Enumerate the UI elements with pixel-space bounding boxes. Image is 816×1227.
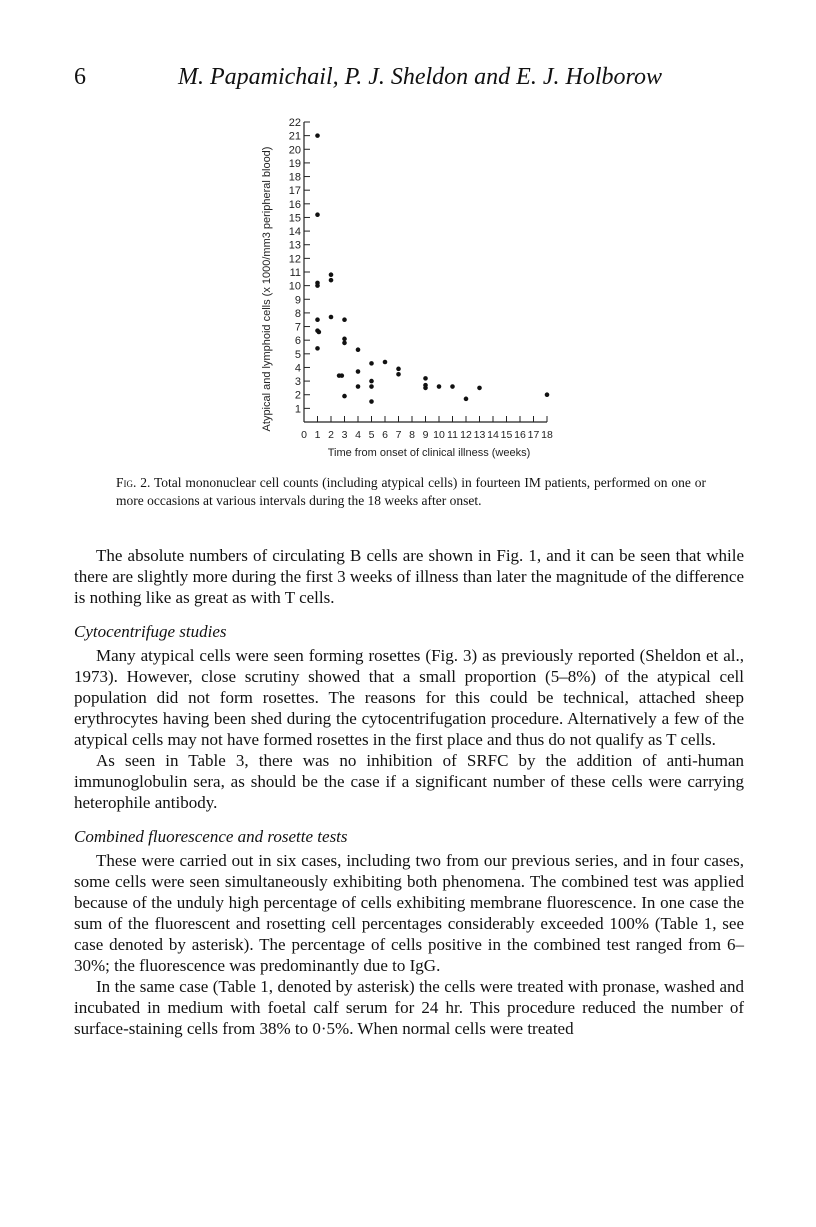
paragraph-rosettes: Many atypical cells were seen forming rosettes (Fig. 3) as previously reported (Sheldon et al., 1973). However, close scrutiny showed that a small proportion (5–8%) of the atypical cell population did not form rosettes. The reasons for this could be technical, attached sheep erythrocytes having been shed during the cytocentrifugation procedure. Alternatively a few of the atypical cells may not have formed rosettes in the first place and thus do not qualify as T cells. (74, 646, 744, 749)
chart-x-axis-label: Time from onset of clinical illness (weeks) (327, 447, 531, 459)
x-tick-label-5: 5 (368, 429, 375, 441)
x-tick-label-13: 13 (473, 429, 486, 441)
data-point-27 (396, 372, 401, 377)
section-heading-cytocentrifuge: Cytocentrifuge studies (74, 622, 227, 641)
y-tick-label-14: 14 (288, 226, 301, 239)
x-tick-label-18: 18 (541, 429, 553, 441)
x-tick-label-16: 16 (514, 429, 526, 441)
x-tick-label-10: 10 (433, 429, 445, 441)
data-point-4 (315, 283, 320, 288)
x-tick-label-7: 7 (395, 429, 402, 441)
y-tick-label-9: 9 (294, 294, 301, 307)
data-point-22 (369, 379, 374, 384)
x-tick-label-3: 3 (341, 429, 348, 441)
data-point-23 (369, 384, 374, 389)
article-body (74, 545, 744, 1039)
y-tick-label-7: 7 (294, 321, 301, 334)
y-tick-label-1: 1 (294, 403, 301, 416)
data-point-14 (342, 317, 347, 322)
paragraph-combined-test: These were carried out in six cases, including two from our previous series, and in four cases, some cells were seen simultaneously exhibiting both phenomena. The combined test was applied because of the unduly high percentage of cells exhibiting membrane fluorescence. In one case the sum of the fluorescent and rosetting cell percentages considerably exceeded 100% (Table 1, see case denoted by asterisk). The percentage of cells positive in the combined test ranged from 6–30%; the fluorescence was predominantly due to IgG. (74, 851, 744, 975)
data-point-16 (342, 341, 347, 346)
data-point-24 (369, 399, 374, 404)
figure-2 (252, 108, 572, 468)
data-point-2 (315, 212, 320, 217)
data-point-20 (356, 384, 361, 389)
data-point-15 (342, 337, 347, 342)
data-point-10 (329, 278, 334, 283)
y-tick-label-11: 11 (289, 267, 301, 279)
running-header (74, 64, 754, 98)
x-tick-label-12: 12 (460, 429, 472, 441)
y-tick-label-16: 16 (288, 198, 301, 211)
y-tick-label-13: 13 (288, 239, 301, 252)
y-tick-label-10: 10 (288, 280, 301, 293)
data-point-30 (423, 386, 428, 391)
data-point-7 (317, 330, 322, 335)
data-point-32 (450, 384, 455, 389)
y-tick-label-8: 8 (294, 307, 301, 320)
y-tick-label-15: 15 (288, 212, 301, 225)
x-tick-label-9: 9 (422, 429, 429, 441)
y-tick-label-6: 6 (294, 335, 301, 348)
data-point-33 (464, 397, 469, 402)
data-point-25 (383, 360, 388, 365)
chart-y-axis-label: Atypical and lymphoid cells (x 1000/mm3 peripheral blood) (261, 146, 273, 432)
data-point-11 (329, 315, 334, 320)
x-tick-label-4: 4 (355, 429, 361, 441)
y-tick-label-21: 21 (288, 130, 301, 143)
y-tick-label-5: 5 (294, 348, 301, 361)
y-tick-label-17: 17 (288, 185, 301, 198)
data-point-21 (369, 361, 374, 366)
figure-caption (116, 474, 706, 510)
x-tick-label-0: 0 (301, 429, 307, 441)
paragraph-srfc-inhibition: As seen in Table 3, there was no inhibition of SRFC by the addition of anti-human immunoglobulin sera, as should be the case if a significant number of these cells were carrying heterophile antibody. (74, 751, 744, 812)
figure-caption-text: Total mononuclear cell counts (including atypical cells) in fourteen IM patients, performed on one or more occasions at various intervals during the 18 weeks after onset. (116, 475, 706, 508)
data-point-31 (437, 384, 442, 389)
x-tick-label-8: 8 (409, 429, 415, 441)
y-tick-label-20: 20 (288, 144, 301, 157)
y-tick-label-3: 3 (294, 376, 301, 389)
data-point-26 (396, 367, 401, 372)
data-point-8 (315, 346, 320, 351)
y-tick-label-12: 12 (288, 253, 301, 266)
page-number: 6 (74, 64, 86, 90)
y-tick-label-4: 4 (294, 362, 301, 375)
x-tick-label-15: 15 (500, 429, 513, 441)
data-point-34 (477, 386, 482, 391)
data-point-28 (423, 376, 428, 381)
data-point-17 (342, 394, 347, 399)
data-point-9 (329, 272, 334, 277)
paragraph-b-cells: The absolute numbers of circulating B cells are shown in Fig. 1, and it can be seen that while there are slightly more during the first 3 weeks of illness than later the magnitude of the difference is nothing like as great as with T cells. (74, 546, 744, 607)
y-tick-label-2: 2 (294, 389, 301, 402)
paragraph-pronase-treatment: In the same case (Table 1, denoted by asterisk) the cells were treated with pronase, washed and incubated in medium with foetal calf serum for 24 hr. This procedure reduced the number of surface-staining cells from 38% to 0·5%. When normal cells were treated (74, 977, 744, 1038)
running-head-authors: M. Papamichail, P. J. Sheldon and E. J. Holborow (178, 64, 662, 90)
y-tick-label-19: 19 (288, 157, 301, 170)
x-tick-label-14: 14 (487, 429, 499, 441)
data-point-1 (315, 133, 320, 138)
x-tick-label-6: 6 (382, 429, 388, 441)
x-tick-label-11: 11 (447, 429, 458, 441)
y-tick-label-18: 18 (288, 171, 301, 184)
x-tick-label-1: 1 (314, 429, 321, 441)
data-point-18 (356, 347, 361, 352)
section-heading-combined-tests: Combined fluorescence and rosette tests (74, 827, 348, 846)
data-point-35 (545, 392, 550, 397)
data-point-5 (315, 317, 320, 322)
data-point-13 (340, 373, 345, 378)
data-point-19 (356, 369, 361, 374)
scatter-chart (252, 108, 572, 468)
y-tick-label-22: 22 (288, 117, 301, 129)
x-tick-label-2: 2 (328, 429, 334, 441)
x-tick-label-17: 17 (527, 429, 540, 441)
figure-caption-label: Fig. 2. (116, 475, 151, 490)
